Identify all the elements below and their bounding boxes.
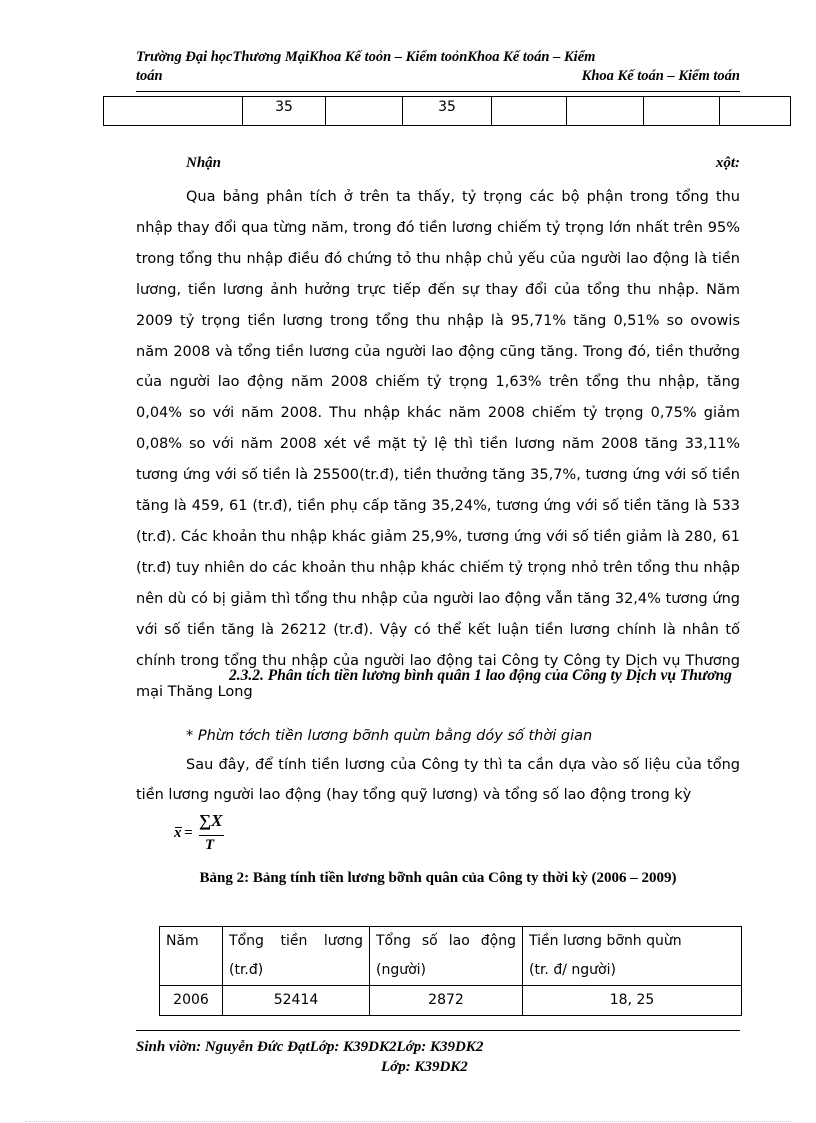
footer-line-2: Lớp: K39DK2 [381,1059,468,1075]
table-cell [492,97,567,126]
table-cell: 18, 25 [523,986,742,1016]
table-row [104,97,791,126]
page-footer [136,1037,740,1077]
header-line-2-left: toán [136,68,163,84]
header-cell-avg-salary [523,927,742,986]
intro-paragraph: Sau đây, để tính tiền lương của Công ty thì ta cần dựa vào số liệu của tổng tiền lương người lao động (hay tổng quỹ lương) và tổng số lao động trong kỳ [136,757,740,803]
formula-equals: = [184,825,193,841]
table-cell: 35 [243,97,326,126]
section-heading: 2.3.2. Phân tích tiền lương bình quân 1 lao động của Công ty Dịch vụ Thương [229,667,732,684]
table-cell: 35 [403,97,492,126]
header-text: Năm [166,933,199,949]
formula-denominator: T [205,837,215,853]
table-cell [644,97,720,126]
header-text: Tiền lương bỡnh quừn [529,933,682,949]
continued-table [103,96,791,126]
header-text: (tr. đ/ người) [529,962,616,978]
header-cell-total-salary [223,927,370,986]
formula-lhs: x [174,825,182,841]
remark-heading [136,155,740,172]
table-cell: 2006 [160,986,223,1016]
formula-fraction-bar [199,835,224,836]
header-rule [136,91,740,92]
table-cell [567,97,644,126]
table-header-row [160,927,742,986]
footer-line-1: Sinh viờn: Nguyễn Đức ĐạtLớp: K39DK2Lớp: K39DK2 [136,1039,484,1055]
salary-table [159,926,742,1016]
table-row [160,986,742,1016]
analysis-paragraph: Qua bảng phân tích ở trên ta thấy, tỷ trọng các bộ phận trong tổng thu nhập thay đổi qua từng năm, trong đó tiền lương chiếm tỷ trọng lớn nhất trên 95% trong tổng thu nhập điều đó chứng tỏ thu nhập chủ yếu của người lao động là tiền lương, tiền lương ảnh hưởng trực tiếp đến sự thay đổi của tổng thu nhập. Năm 2009 tỷ trọng tiền lương trong tổng thu nhập là 95,71% tăng 0,51% so ovowis năm 2008 và tổng tiền lương của người lao động cũng tăng. Trong đó, tiền thưởng của người lao động năm 2008 chiếm tỷ trọng 1,63% trên tổng thu nhập, tăng 0,04% so với năm 2008. Thu nhập khác năm 2008 chiếm tỷ trọng 0,75% giảm 0,08% so với năm 2008 xét về mặt tỷ lệ thì tiền lương năm 2008 tăng 33,11% tương ứng với số tiền là 25500(tr.đ), tiền thưởng tăng 35,7%, tương ứng với số tiền tăng là 459, 61 (tr.đ), tiền phụ cấp tăng 35,24%, tương ứng với số tiền tăng là 533 (tr.đ). Các khoản thu nhập khác giảm 25,9%, tương ứng với số tiền giảm là 280, 61 (tr.đ) tuy nhiên do các khoản thu nhập khác chiếm tỷ trọng nhỏ trên tổng thu nhập nên dù có bị giảm thì tổng thu nhập của người lao động vẫn tăng 32,4% tương ứng với số tiền tăng là 26212 (tr.đ). Vậy có thể kết luận tiền lương chính là nhân tố chính trong tổng thu nhập của người lao động tai Công ty Công ty Dịch vụ Thương mại Thăng Long [136,189,740,700]
table-cell: 52414 [223,986,370,1016]
subheading: * Phừn tớch tiền lương bỡnh quừn bằng dóy số thời gian [186,728,593,744]
table-cell [720,97,791,126]
header-line-2-right: Khoa Kế toán – Kiểm toán [581,68,740,84]
header-text: Tổng số lao động [376,933,516,949]
table-cell [326,97,403,126]
header-line-1: Trường Đại họcThương MạiKhoa Kế toỏn – Kiểm toỏnKhoa Kế toán – Kiểm [136,49,596,65]
remark-right: xột: [715,155,740,171]
remark-left: Nhận [186,155,222,171]
page-header [136,48,740,86]
footer-rule [136,1030,740,1031]
header-cell-total-workers [370,927,523,986]
header-cell-year [160,927,223,986]
page-edge-dotted-line [25,1121,791,1122]
header-text: (tr.đ) [229,962,264,978]
table-cell [104,97,243,126]
header-text: Tổng tiền lương [229,933,363,949]
formula-numerator: ∑X [199,811,223,830]
table-caption: Bảng 2: Bảng tính tiền lương bỡnh quân của Công ty thời kỳ (2006 – 2009) [199,870,677,886]
header-text: (người) [376,962,427,978]
header-line-2 [136,67,740,86]
table-cell: 2872 [370,986,523,1016]
